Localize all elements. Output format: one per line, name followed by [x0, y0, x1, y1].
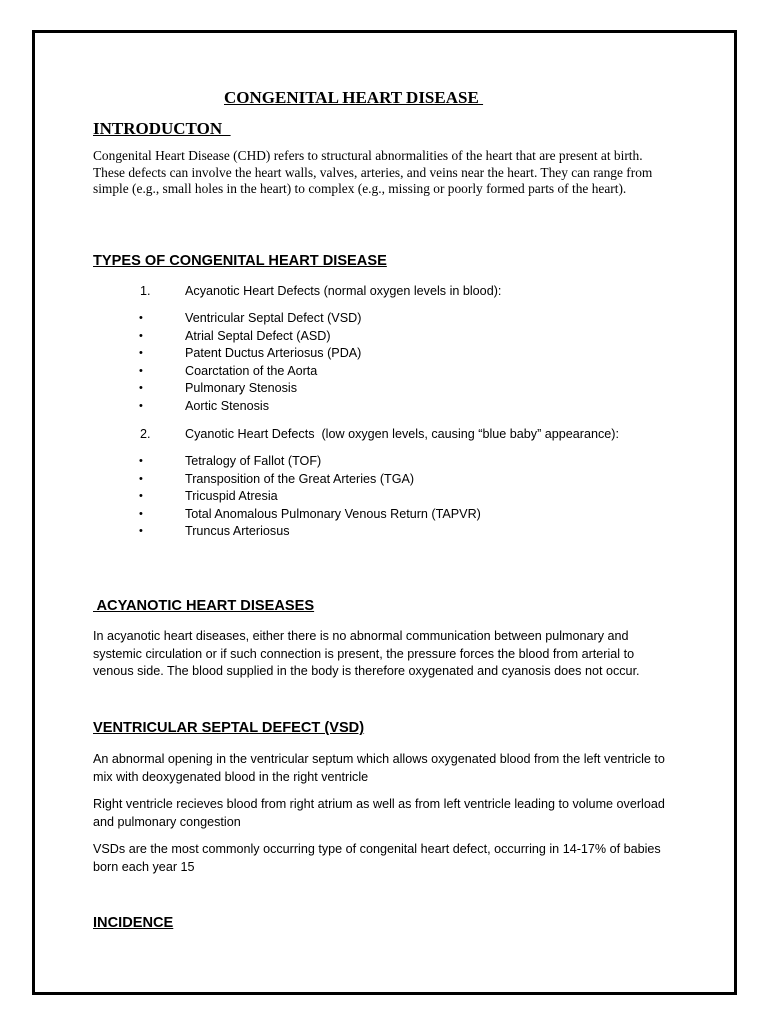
- bullet-icon: •: [139, 329, 143, 342]
- bullet-icon: •: [139, 525, 143, 538]
- bullet-icon: •: [139, 490, 143, 503]
- intro-paragraph: Congenital Heart Disease (CHD) refers to structural abnormalities of the heart that are present at birth. These defects can involve the heart walls, valves, arteries, and veins near the heart. They can range from simple (e.g., small holes in the heart) to complex (e.g., missing or poorly formed parts of the heart).: [93, 148, 653, 197]
- bullet-icon: •: [139, 347, 143, 360]
- bullet-icon: •: [139, 312, 143, 324]
- incidence-heading: INCIDENCE: [93, 915, 174, 931]
- bullet-icon: •: [139, 507, 143, 520]
- type-label-1: Acyanotic Heart Defects (normal oxygen levels in blood):: [185, 284, 502, 298]
- type-number-1: 1.: [140, 284, 151, 298]
- bullet-icon: •: [139, 364, 143, 377]
- intro-heading: INTRODUCTON: [93, 119, 231, 138]
- document-title: CONGENITAL HEART DISEASE: [224, 88, 484, 107]
- vsd-heading: VENTRICULAR SEPTAL DEFECT (VSD): [93, 720, 365, 736]
- acyanotic-heading: ACYANOTIC HEART DISEASES: [93, 598, 315, 614]
- bullet-icon: •: [139, 399, 143, 412]
- bullet-icon: •: [139, 382, 143, 395]
- type-number-2: 2.: [140, 427, 151, 441]
- acyanotic-paragraph: In acyanotic heart diseases, either there is no abnormal communication between pulmonary and systemic circulation or if such connection is present, the pressure forces the blood from arterial to venous side. The blood supplied in the body is therefore oxygenated and cyanosis does not occur.: [93, 629, 640, 679]
- bullet-icon: •: [139, 472, 143, 485]
- vsd-paragraph-3: VSDs are the most commonly occurring type of congenital heart defect, occurring in 14-17% of babies born each year 15: [93, 842, 661, 874]
- vsd-paragraph-2: Right ventricle recieves blood from right atrium as well as from left ventricle leading to volume overload and pulmonary congestion: [93, 797, 665, 829]
- vsd-paragraph-1: An abnormal opening in the ventricular septum which allows oxygenated blood from the left ventricle to mix with deoxygenated blood in the right ventricle: [93, 752, 665, 784]
- bullet-icon: •: [139, 455, 143, 467]
- types-heading: TYPES OF CONGENITAL HEART DISEASE: [93, 253, 387, 269]
- type-label-2: Cyanotic Heart Defects (low oxygen levels, causing “blue baby” appearance):: [185, 427, 620, 441]
